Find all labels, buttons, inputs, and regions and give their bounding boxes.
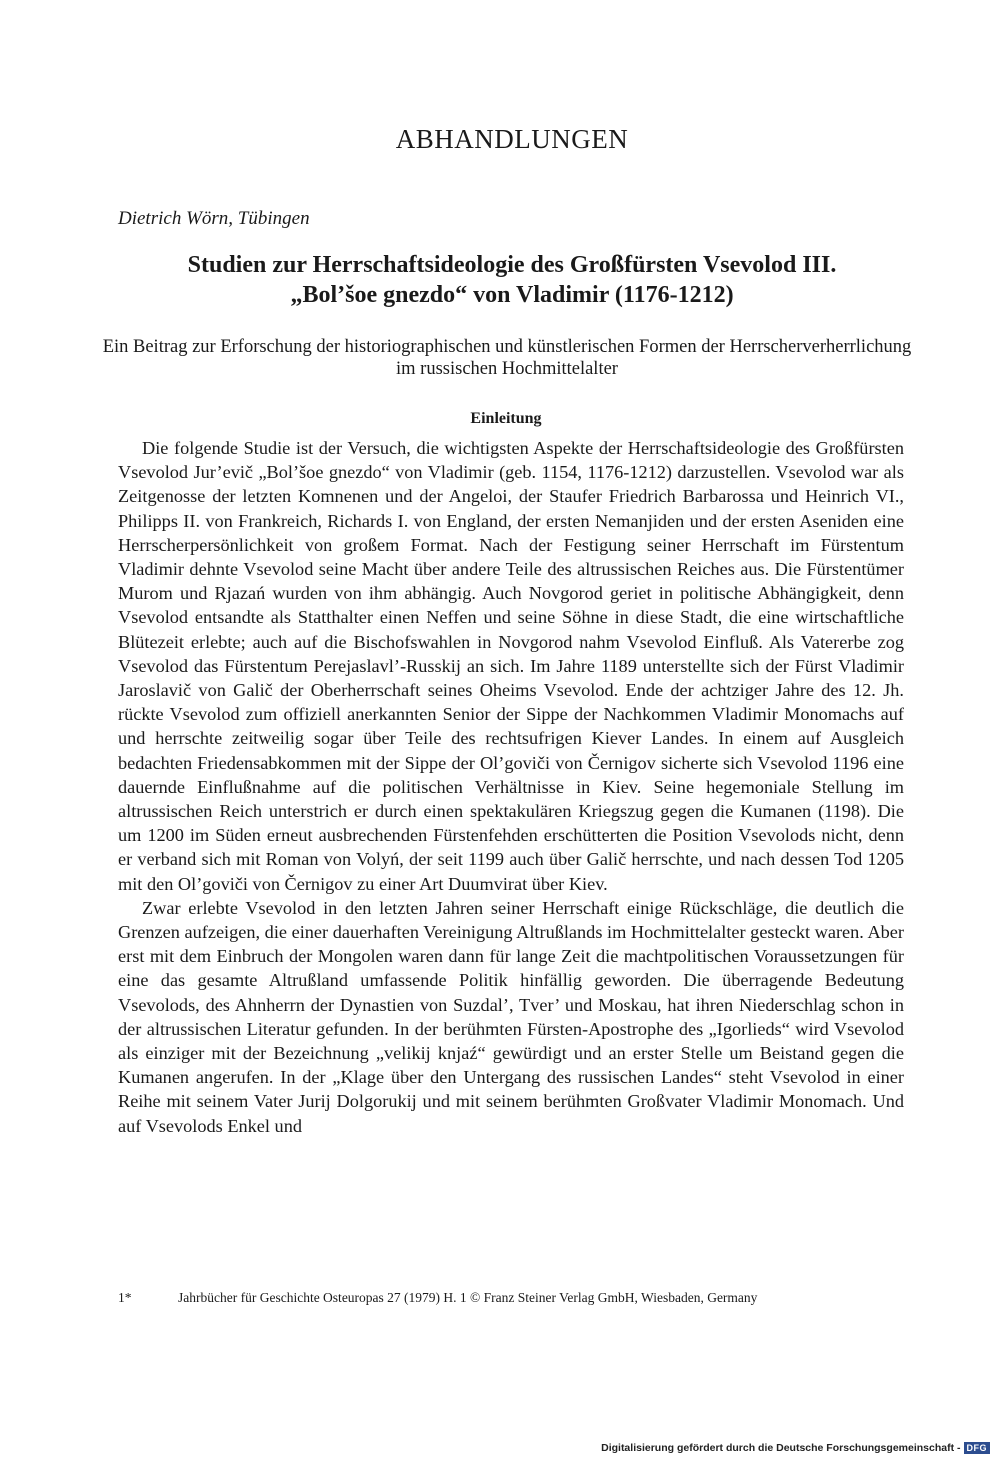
article-title xyxy=(100,250,924,310)
paragraph: Zwar erlebte Vsevolod in den letzten Jahren seiner Herrschaft einige Rückschläge, die deutlich die Grenzen aufzeigen, die einer dauerhaften Vereinigung Altrußlands im Hochmittelalter gesteckt waren. Aber erst mit dem Einbruch der Mongolen waren dann für lange Zeit die machtpolitischen Voraussetzungen für eine das gesamte Altrußland umfassende Politik hinfällig geworden. Die überragende Bedeutung Vsevolods, des Ahnherrn der Dynastien von Suzdal’, Tver’ und Moskau, hat ihren Niederschlag schon in der altrussischen Literatur gefunden. In der berühmten Fürsten-Apostrophe des „Igorlieds“ wird Vsevolod als einziger mit der Bezeichnung „velikij knjaź“ gewürdigt und an erster Stelle um Beistand gegen die Kumanen angerufen. In der „Klage über den Untergang des russischen Landes“ steht Vsevolod in einer Reihe mit seinem Vater Jurij Dolgorukij und mit seinem berühmten Großvater Vladimir Monomach. Und auf Vsevolods Enkel und xyxy=(118,897,904,1136)
article-author: Dietrich Wörn, Tübingen xyxy=(118,208,310,229)
page-mark: 1* xyxy=(118,1290,132,1305)
article-title-line-2: „Bol’šoe gnezdo“ von Vladimir (1176-1212) xyxy=(290,282,734,308)
journal-citation: Jahrbücher für Geschichte Osteuropas 27 (1979) H. 1 © Franz Steiner Verlag GmbH, Wiesbaden, Germany xyxy=(178,1290,758,1305)
article-subtitle: Ein Beitrag zur Erforschung der historiographischen und künstlerischen Formen der Herrscherverherrlichung im russischen Hochmittelalter xyxy=(102,337,912,379)
page-footer xyxy=(118,1290,904,1306)
article-body xyxy=(118,436,904,1138)
article-title-line-1: Studien zur Herrschaftsideologie des Großfürsten Vsevolod III. xyxy=(187,252,837,278)
section-title: ABHANDLUNGEN xyxy=(395,124,629,154)
digitization-notice xyxy=(601,1442,990,1454)
digitization-text: Digitalisierung gefördert durch die Deutsche Forschungsgemeinschaft - xyxy=(601,1442,961,1454)
section-heading: Einleitung xyxy=(470,410,542,427)
paragraph: Die folgende Studie ist der Versuch, die wichtigsten Aspekte der Herrschaftsideologie des Großfürsten Vsevolod Jur’evič „Bol’šoe gnezdo“ von Vladimir (geb. 1154, 1176-1212) darzustellen. Vsevolod war als Zeitgenosse der letzten Komnenen und der Angeloi, der Staufer Friedrich Barbarossa und Heinrich VI., Philipps II. von Frankreich, Richards I. von England, der ersten Nemanjiden und der ersten Aseniden eine Herrscherpersönlichkeit von großem Format. Nach der Festigung seiner Herrschaft im Fürstentum Vladimir dehnte Vsevolod seine Macht über andere Teile des altrussischen Reiches aus. Die Fürstentümer Murom und Rjazań wurden von ihm abhängig. Auch Novgorod geriet in politische Abhängigkeit, denn Vsevolod entsandte als Statthalter einen Neffen und seine Söhne in diese Stadt, die eine wirtschaftliche Blütezeit erlebte; auch auf die Bischofswahlen in Novgorod nahm Vsevolod Einfluß. Als Vatererbe zog Vsevolod das Fürstentum Perejaslavl’-Russkij an sich. Im Jahre 1189 unterstellte sich der Fürst Vladimir Jaroslavič von Galič der Oberherrschaft seines Oheims Vsevolod. Ende der achtziger Jahre des 12. Jh. rückte Vsevolod zum offiziell anerkannten Senior der Sippe der Nachkommen Vladimir Monomachs auf und herrschte zeitweilig sogar über Teile des rechtsufrigen Kiever Landes. In einem auf Ausgleich bedachten Friedensabkommen mit der Sippe der Ol’goviči von Černigov sicherte sich Vsevolod 1196 eine dauernde Einflußnahme auf die politischen Verhältnisse in Kiev. Seine hegemoniale Stellung im altrussischen Reich unterstrich er durch einen spektakulären Kriegszug gegen die Kumanen (1198). Die um 1200 im Süden erneut ausbrechenden Fürstenfehden erschütterten die Position Vsevolods nicht, denn er verband sich mit Roman von Volyń, der seit 1199 auch über Galič herrschte, und nach dessen Tod 1205 mit den Ol’goviči von Černigov zu einer Art Duumvirat über Kiev. xyxy=(118,438,904,894)
dfg-logo: DFG xyxy=(964,1442,991,1454)
